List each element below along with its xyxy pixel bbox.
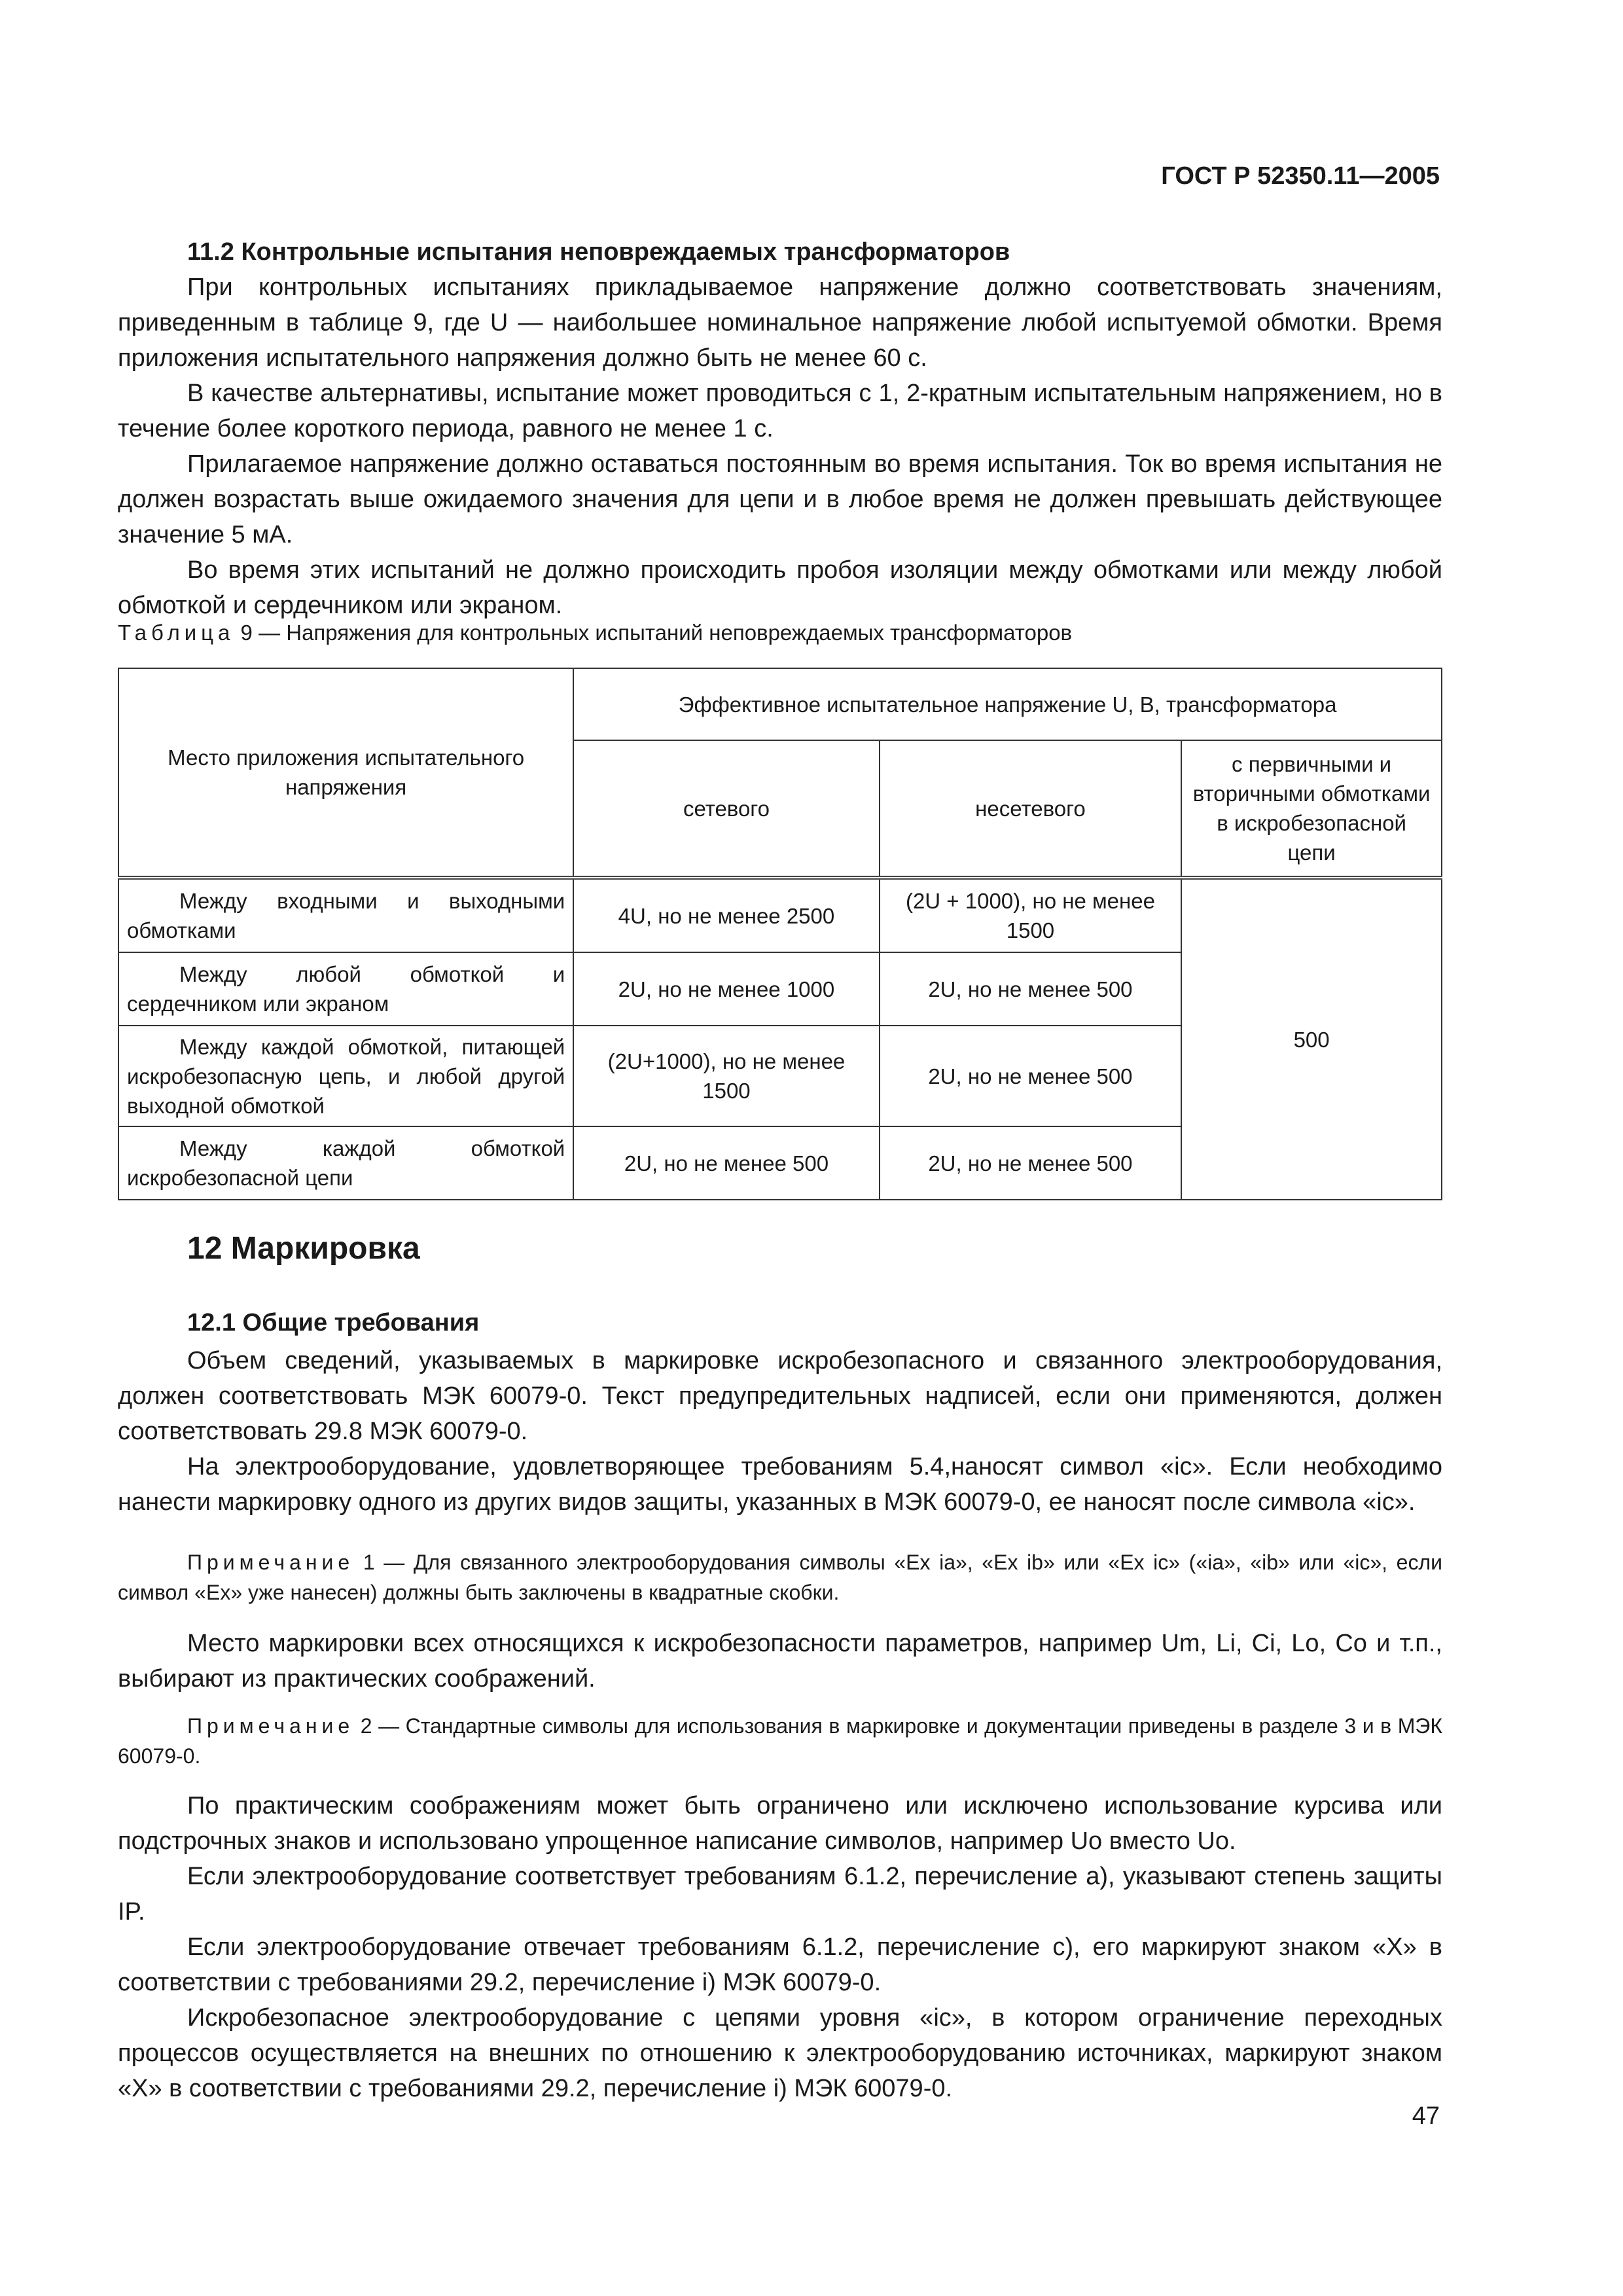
cell-place: Между каждой обмоткой искробезопасной цепи: [118, 1126, 573, 1200]
paragraph: В качестве альтернативы, испытание может проводиться с 1, 2-кратным испытательным напряжением, но в течение более короткого периода, равного не менее 1 с.: [118, 380, 1442, 442]
cell-nonnetwork: 2U, но не менее 500: [880, 1026, 1181, 1126]
cell-nonnetwork: 2U, но не менее 500: [880, 952, 1181, 1026]
header-primary-secondary: с первичными и вторичными обмотками в искробезопасной цепи: [1181, 740, 1442, 878]
header-voltage-group: Эффективное испытательное напряжение U, В, трансформатора: [573, 668, 1442, 740]
section-12-1-block-a: [118, 1343, 1442, 1520]
section-11-2-heading: [118, 234, 1442, 270]
note-1: [118, 1547, 1442, 1607]
note-label: Примечание: [187, 1714, 355, 1738]
note-2: [118, 1711, 1442, 1771]
paragraph: На электрооборудование, удовлетворяющее требованиям 5.4,наносят символ «ic». Если необходимо нанести маркировку одного из других видов защиты, указанных в МЭК 60079-0, ее наносят после символа «ic».: [118, 1453, 1442, 1516]
cell-primary-value: 500: [1181, 878, 1442, 1200]
table-caption-label: Таблица: [118, 620, 235, 645]
paragraph: Прилагаемое напряжение должно оставаться постоянным во время испытания. Ток во время испытания не должен возрастать выше ожидаемого значения для цепи и в любое время не должен превышать действующее значение 5 мА.: [118, 450, 1442, 548]
section-title: Контрольные испытания неповреждаемых трансформаторов: [241, 238, 1010, 266]
voltage-table: [118, 668, 1442, 1200]
section-12-heading: 12 Маркировка: [187, 1231, 420, 1266]
paragraph: Во время этих испытаний не должно происходить пробоя изоляции между обмотками или между любой обмоткой и сердечником или экраном.: [118, 556, 1442, 619]
paragraph: По практическим соображениям может быть ограничено или исключено использование курсива или подстрочных знаков и использовано упрощенное написание символов, например Uo вместо Uo.: [118, 1792, 1442, 1855]
section-12-1-block-b: [118, 1788, 1442, 2106]
paragraph: Если электрооборудование отвечает требованиям 6.1.2, перечисление с), его маркируют знаком «Х» в соответствии с требованиями 29.2, перечисление i) МЭК 60079-0.: [118, 1933, 1442, 1996]
note-text: 2 — Стандартные символы для использования в маркировке и документации приведены в разделе 3 и в МЭК 60079-0.: [118, 1714, 1442, 1768]
paragraph: Место маркировки всех относящихся к искробезопасности параметров, например Um, Li, Ci, Lo, Co и т.п., выбирают из практических соображений.: [118, 1630, 1442, 1693]
cell-nonnetwork: (2U + 1000), но не менее 1500: [880, 878, 1181, 952]
page-number: 47: [1412, 2102, 1440, 2130]
header-network: сетевого: [573, 740, 879, 878]
note-text: 1 — Для связанного электрооборудования символы «Ex ia», «Ex ib» или «Ex ic» («ia», «ib» или «ic», если символ «Ex» уже нанесен) должны быть заключены в квадратные скобки.: [118, 1551, 1442, 1604]
section-12-1-heading: 12.1 Общие требования: [187, 1309, 480, 1336]
table-caption: [118, 620, 1072, 645]
section-number: 11.2: [187, 238, 234, 266]
cell-place: Между любой обмоткой и сердечником или экраном: [118, 952, 573, 1026]
paragraph: Объем сведений, указываемых в маркировке искробезопасного и связанного электрооборудования, должен соответствовать МЭК 60079-0. Текст предупредительных надписей, если они применяются, должен соответствовать 29.8 МЭК 60079-0.: [118, 1347, 1442, 1445]
paragraph: Если электрооборудование соответствует требованиям 6.1.2, перечисление а), указывают степень защиты IP.: [118, 1863, 1442, 1926]
cell-place: Между входными и выходными обмотками: [118, 878, 573, 952]
cell-network: 4U, но не менее 2500: [573, 878, 879, 952]
section-11-2: [118, 234, 1442, 623]
note-label: Примечание: [187, 1551, 355, 1574]
cell-network: (2U+1000), но не менее 1500: [573, 1026, 879, 1126]
cell-network: 2U, но не менее 500: [573, 1126, 879, 1200]
paragraph: При контрольных испытаниях прикладываемое напряжение должно соответствовать значениям, приведенным в таблице 9, где U — наибольшее номинальное напряжение любой испытуемой обмотки. Время приложения испытательного напряжения должно быть не менее 60 с.: [118, 274, 1442, 372]
header-nonnetwork: несетевого: [880, 740, 1181, 878]
cell-place: Между каждой обмоткой, питающей искробезопасную цепь, и любой другой выходной обмоткой: [118, 1026, 573, 1126]
cell-nonnetwork: 2U, но не менее 500: [880, 1126, 1181, 1200]
header-place: Место приложения испытательного напряжения: [118, 668, 573, 878]
cell-network: 2U, но не менее 1000: [573, 952, 879, 1026]
table-header-row: [118, 668, 1442, 740]
document-header: ГОСТ Р 52350.11—2005: [1161, 162, 1440, 190]
table-row: [118, 878, 1442, 952]
paragraph: Искробезопасное электрооборудование с цепями уровня «ic», в котором ограничение переходных процессов осуществляется на внешних по отношению к электрооборудованию источниках, маркируют знаком «Х» в соответствии с требованиями 29.2, перечисление i) МЭК 60079-0.: [118, 2004, 1442, 2102]
table-caption-text: 9 — Напряжения для контрольных испытаний неповреждаемых трансформаторов: [234, 620, 1073, 645]
